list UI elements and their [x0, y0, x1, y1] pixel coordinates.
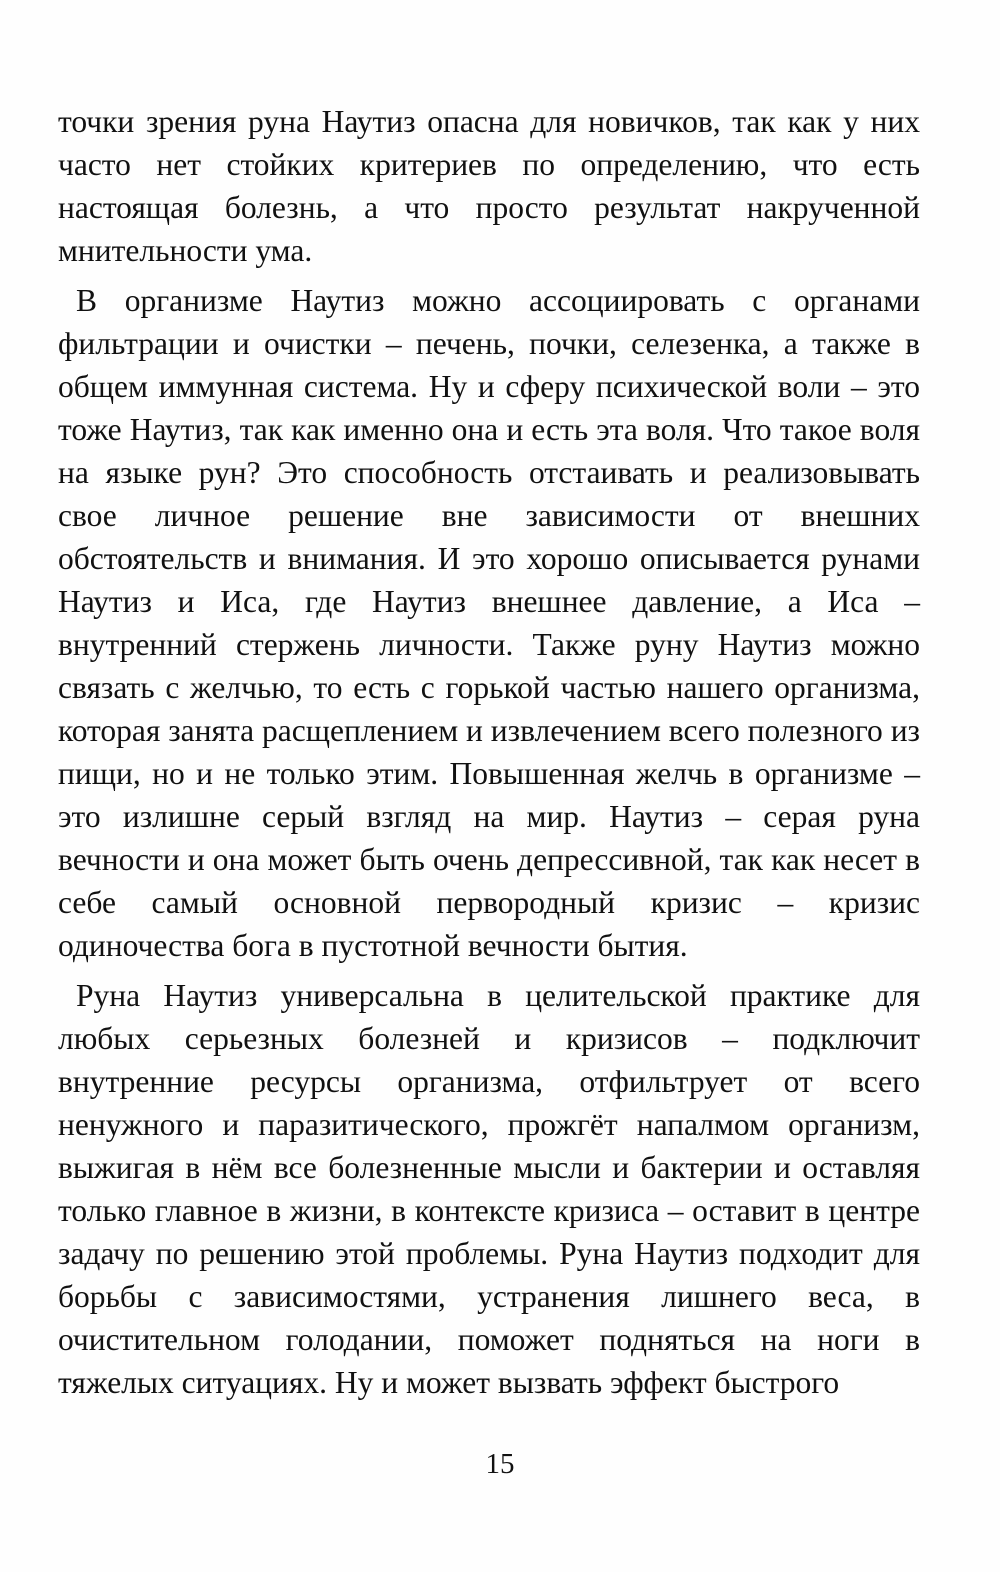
page-number: 15: [485, 1448, 515, 1480]
body-text: [58, 100, 920, 1404]
paragraph-3: Руна Наутиз универсальна в целительской практике для любых серьезных болезней и кризисов – подключит внутренние ресурсы организма, отфильтрует от всего ненужного и паразитического, прожгёт напалмом организм, выжигая в нём все болезненные мысли и бактерии и оставляя только главное в жизни, в контексте кризиса – оставит в центре задачу по решению этой проблемы. Руна Наутиз подходит для борьбы с зависимостями, устранения лишнего веса, в очистительном голодании, поможет подняться на ноги в тяжелых ситуациях. Ну и может вызвать эффект быстрого: [58, 978, 920, 1400]
paragraph-1: точки зрения руна Наутиз опасна для новичков, так как у них часто нет стойких критериев по определению, что есть настоящая болезнь, а что просто результат накрученной мнительности ума.: [58, 104, 920, 268]
paragraph-2: В организме Наутиз можно ассоциировать с органами фильтрации и очистки – печень, почки, селезенка, а также в общем иммунная система. Ну и сферу психической воли – это тоже Наутиз, так как именно она и есть эта воля. Что такое воля на языке рун? Это способность отстаивать и реализовывать свое личное решение вне зависимости от внешних обстоятельств и внимания. И это хорошо описывается рунами Наутиз и Иса, где Наутиз внешнее давление, а Иса – внутренний стержень личности. Также руну Наутиз можно связать с желчью, то есть с горькой частью нашего организма, которая занята расщеплением и извлечением всего полезного из пищи, но и не только этим. Повышенная желчь в организме – это излишне серый взгляд на мир. Наутиз – серая руна вечности и она может быть очень депрессивной, так как несет в себе самый основной первородный кризис – кризис одиночества бога в пустотной вечности бытия.: [58, 283, 920, 963]
